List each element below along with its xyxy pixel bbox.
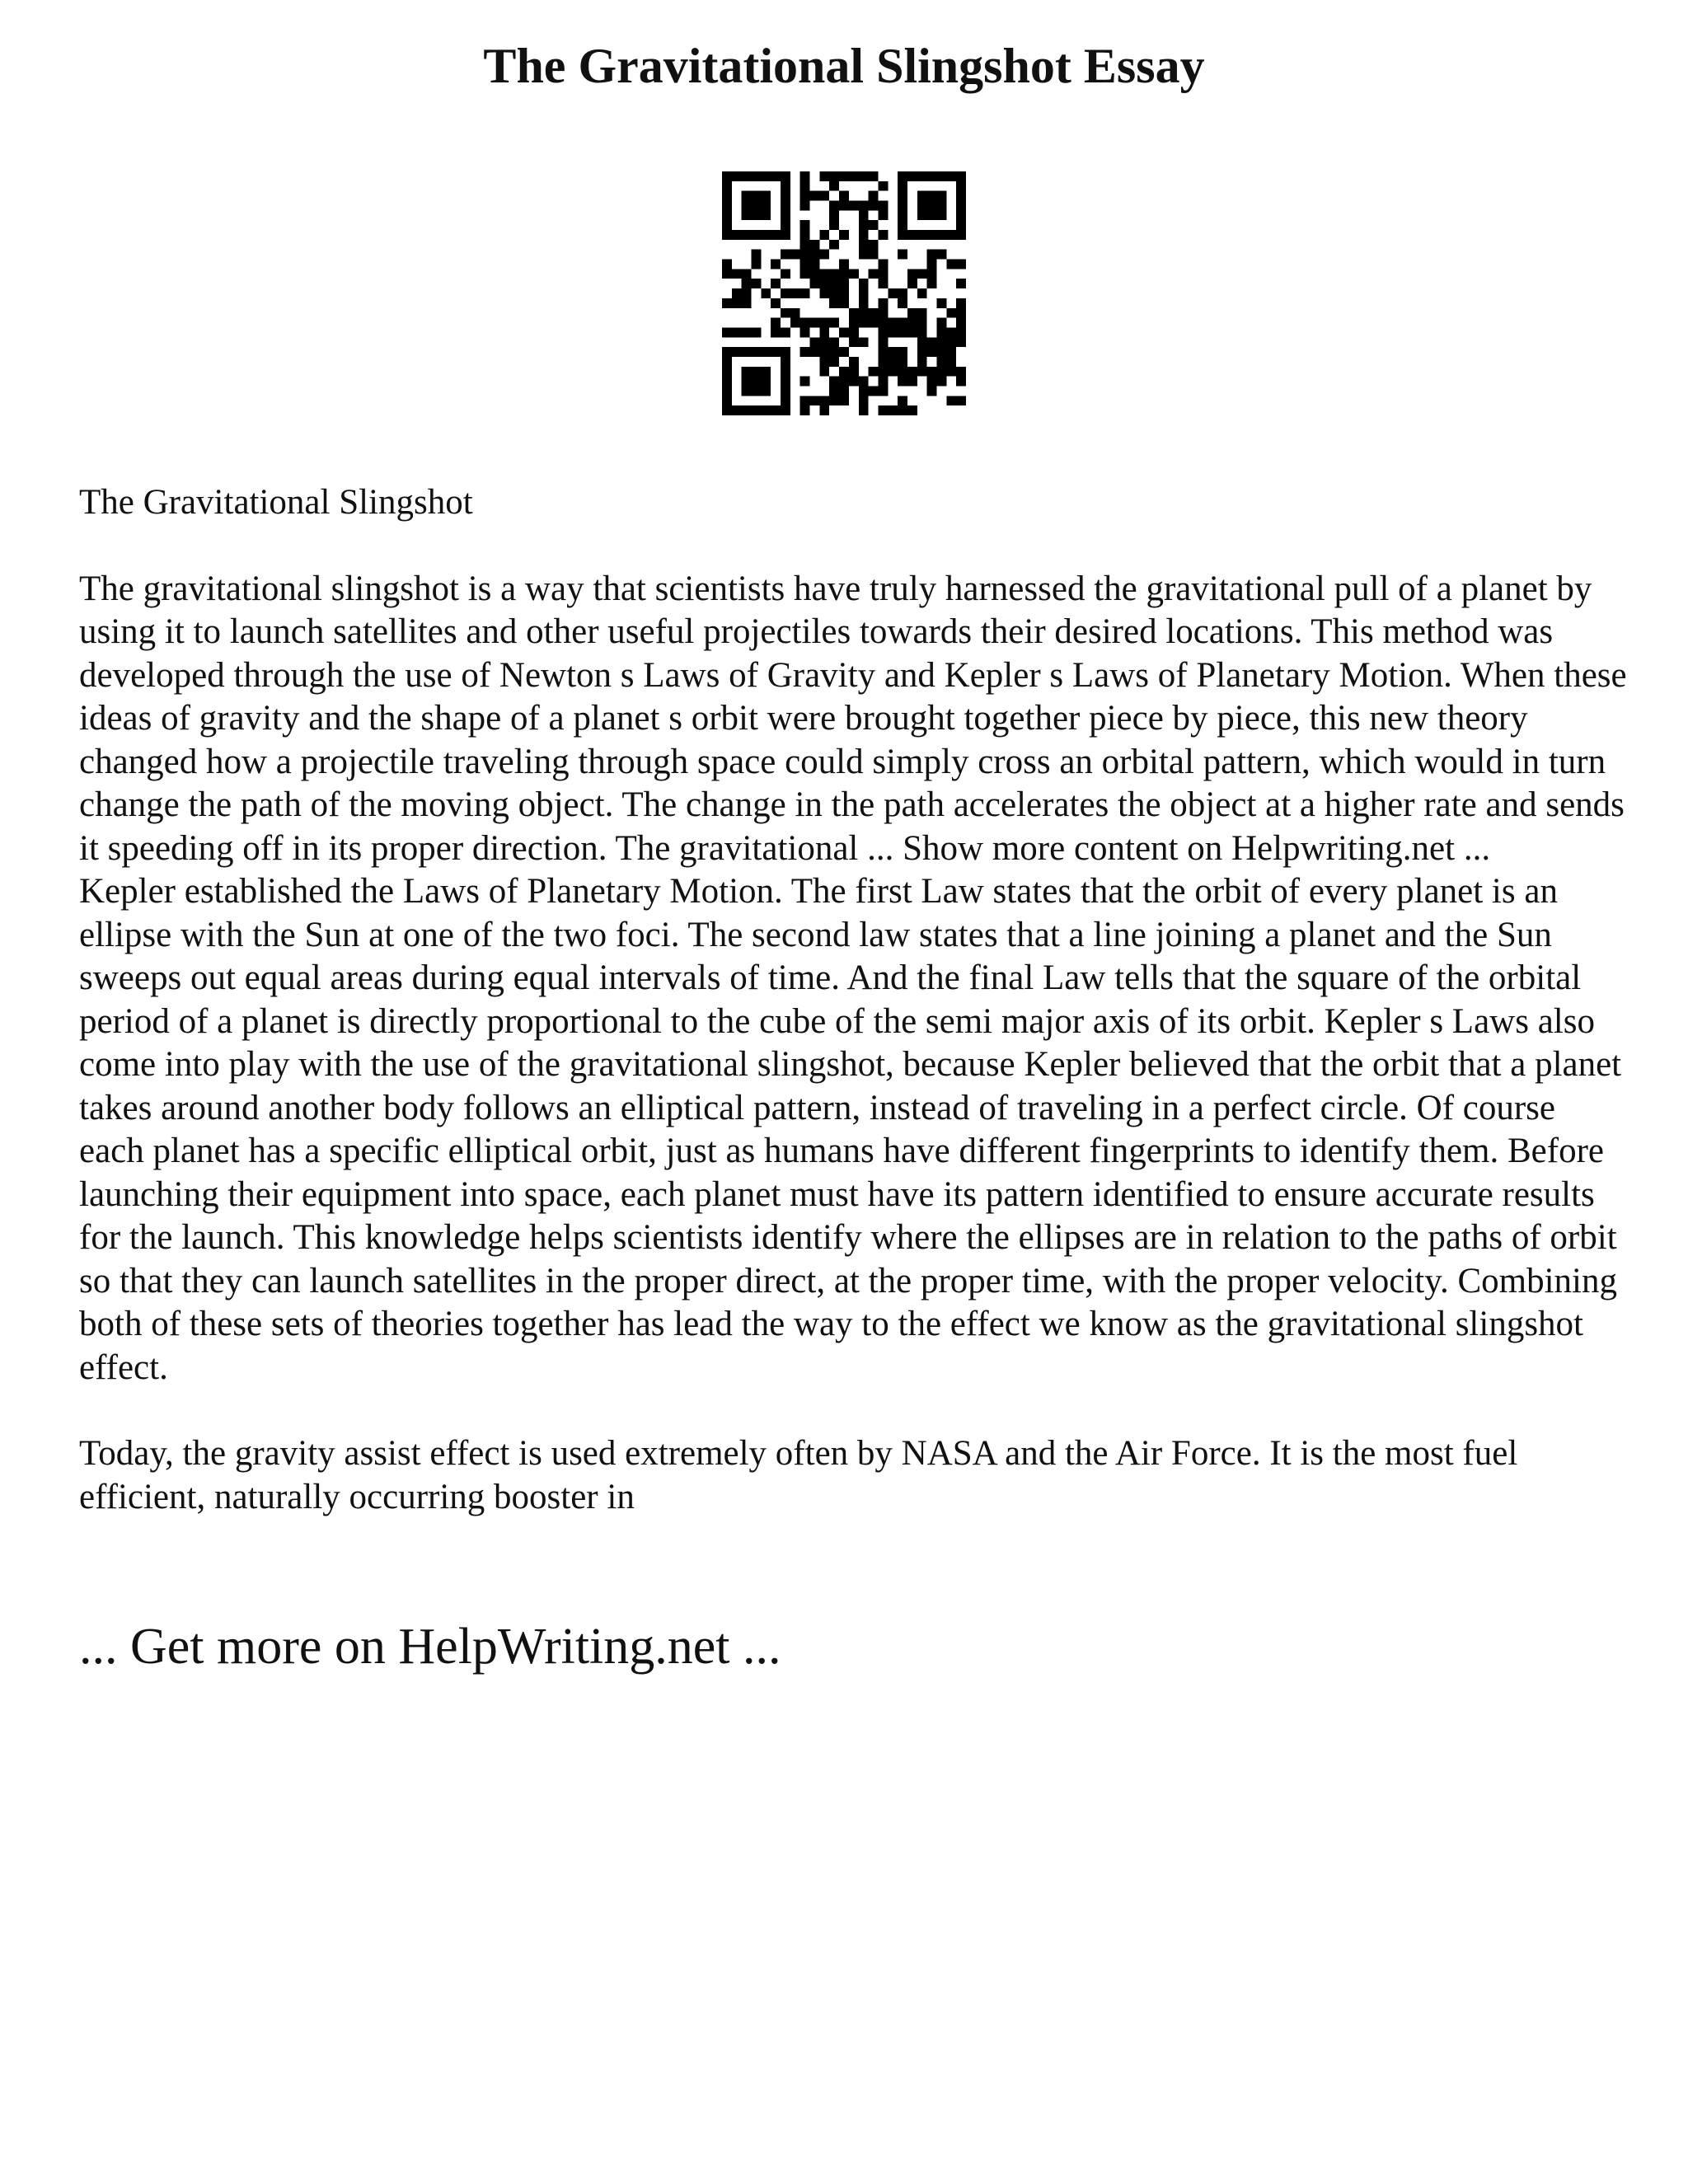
- essay-subtitle: The Gravitational Slingshot: [79, 483, 473, 522]
- page-title: The Gravitational Slingshot Essay: [483, 39, 1205, 93]
- essay-paragraph: Kepler established the Laws of Planetary Motion. The first Law states that the orbit of every planet is an ellipse with the Sun at one of the two foci. The second law states that a line joining a planet and the Sun sweeps out equal areas during equal intervals of time. And the final Law tells that the square of the orbital period of a planet is directly proportional to the cube of the semi major axis of its orbit. Kepler s Laws also come into play with the use of the gravitational slingshot, because Kepler believed that the orbit that a planet takes around another body follows an elliptical pattern, instead of traveling in a perfect circle. Of course each planet has a specific elliptical orbit, just as humans have different fingerprints to identify them. Before launching their equipment into space, each planet must have its pattern identified to ensure accurate results for the launch. This knowledge helps scientists identify where the ellipses are in relation to the paths of orbit so that they can launch satellites in the proper direct, at the proper time, with the proper velocity. Combining both of these sets of theories together has lead the way to the effect we know as the gravitational slingshot effect.: [79, 872, 1622, 1387]
- essay-body: [79, 481, 1629, 1519]
- essay-paragraph: The gravitational slingshot is a way that scientists have truly harnessed the gravitational pull of a planet by using it to launch satellites and other useful projectiles towards their desired locations. This method was developed through the use of Newton s Laws of Gravity and Kepler s Laws of Planetary Motion. When these ideas of gravity and the shape of a planet s orbit were brought together piece by piece, this new theory changed how a projectile traveling through space could simply cross an orbital pattern, which would in turn change the path of the moving object. The change in the path accelerates the object at a higher rate and sends it speeding off in its proper direction. The gravitational ... Show more content on Helpwriting.net ...: [79, 569, 1627, 868]
- qr-code-graphic: [722, 171, 966, 415]
- qr-code-icon: [722, 171, 966, 415]
- get-more-link[interactable]: ... Get more on HelpWriting.net ...: [79, 1619, 781, 1675]
- essay-paragraph: Today, the gravity assist effect is used extremely often by NASA and the Air Force. It is the most fuel efficient, naturally occurring booster in: [79, 1434, 1518, 1516]
